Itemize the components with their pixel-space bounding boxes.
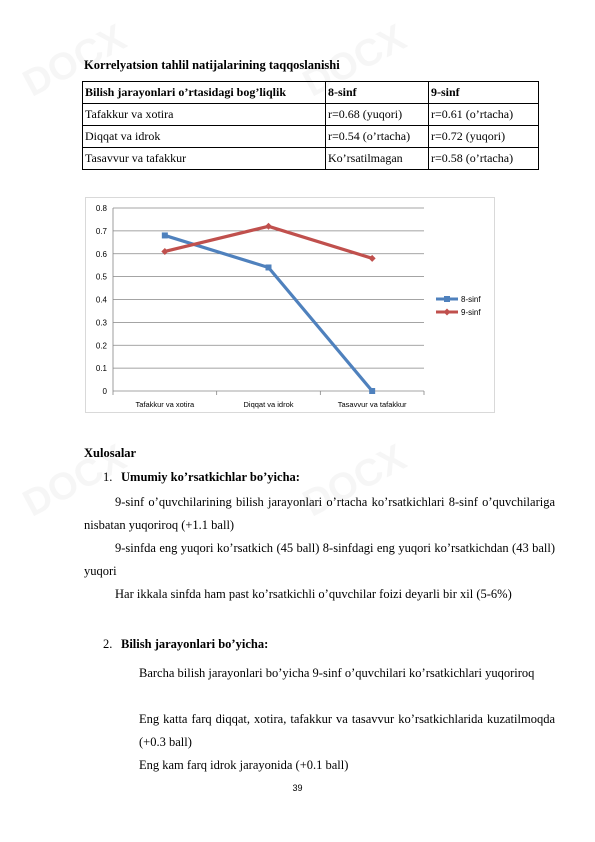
paragraph: Eng katta farq diqqat, xotira, tafakkur va tasavvur ko’rsatkichlarida kuzatilmoqda (+0.3 ball) (139, 712, 555, 749)
data-point (266, 264, 272, 270)
y-tick-label: 0.6 (95, 249, 107, 259)
table-row (83, 126, 539, 148)
y-tick-label: 0 (102, 387, 107, 396)
table-cell: Ko’rsatilmagan (326, 148, 429, 170)
table-cell: Tafakkur va xotira (83, 104, 326, 126)
legend-marker (444, 296, 450, 302)
y-tick-label: 0.8 (95, 204, 107, 213)
y-tick-label: 0.7 (95, 226, 107, 236)
data-point (369, 388, 375, 394)
paragraph: Har ikkala sinfda ham past ko’rsatkichli o’quvchilar foizi deyarli bir xil (5-6%) (115, 587, 512, 601)
x-tick-label: Diqqat va idrok (243, 400, 294, 409)
table-header: 9-sinf (429, 82, 539, 104)
legend-marker (444, 309, 451, 316)
data-point (369, 255, 376, 262)
correlation-line-chart (85, 197, 495, 413)
y-tick-label: 0.3 (95, 318, 107, 328)
section-heading: Umumiy ko’rsatkichlar bo’yicha: (121, 470, 300, 484)
table-cell: Diqqat va idrok (83, 126, 326, 148)
table-header: Bilish jarayonlari o’rtasidagi bog’liqlik (83, 82, 326, 104)
x-tick-label: Tasavvur va tafakkur (337, 400, 407, 409)
table-cell: r=0.58 (o’rtacha) (429, 148, 539, 170)
chart-svg (86, 198, 494, 412)
paragraph: 9-sinf o’quvchilarining bilish jarayonlari o’rtacha ko’rsatkichlari 8-sinf o’quvchilariga nisbatan yuqoriroq (+1.1 ball) (84, 495, 555, 532)
table-row (83, 104, 539, 126)
section-number: 2. (103, 637, 113, 651)
paragraph: Barcha bilish jarayonlari bo’yicha 9-sinf o’quvchilari ko’rsatkichlari yuqoriroq (139, 666, 535, 680)
section-heading: Bilish jarayonlari bo’yicha: (121, 637, 269, 651)
table-cell: r=0.68 (yuqori) (326, 104, 429, 126)
correlation-table (82, 81, 539, 170)
paragraph: Eng kam farq idrok jarayonida (+0.1 ball) (139, 758, 349, 772)
y-tick-label: 0.5 (95, 272, 107, 282)
y-tick-label: 0.1 (95, 364, 107, 374)
table-cell: r=0.72 (yuqori) (429, 126, 539, 148)
table-row (83, 148, 539, 170)
page-number: 39 (292, 783, 303, 793)
table-cell: Tasavvur va tafakkur (83, 148, 326, 170)
table-header-row (83, 82, 539, 104)
table-header: 8-sinf (326, 82, 429, 104)
legend-label: 8-sinf (461, 295, 481, 304)
page-title: Korrelyatsion tahlil natijalarining taqqoslanishi (84, 58, 340, 72)
legend-label: 9-sinf (461, 308, 481, 317)
y-tick-label: 0.4 (95, 295, 107, 305)
conclusions-title: Xulosalar (84, 446, 137, 460)
series-line-8-sinf (165, 235, 372, 391)
data-point (265, 223, 272, 230)
data-point (162, 232, 168, 238)
section-number: 1. (103, 470, 113, 484)
x-tick-label: Tafakkur va xotira (135, 400, 195, 409)
table-cell: r=0.54 (o’rtacha) (326, 126, 429, 148)
table-cell: r=0.61 (o’rtacha) (429, 104, 539, 126)
paragraph: 9-sinfda eng yuqori ko’rsatkich (45 ball) 8-sinfdagi eng yuqori ko’rsatkichdan (43 ball) yuqori (84, 541, 555, 578)
y-tick-label: 0.2 (95, 341, 107, 351)
